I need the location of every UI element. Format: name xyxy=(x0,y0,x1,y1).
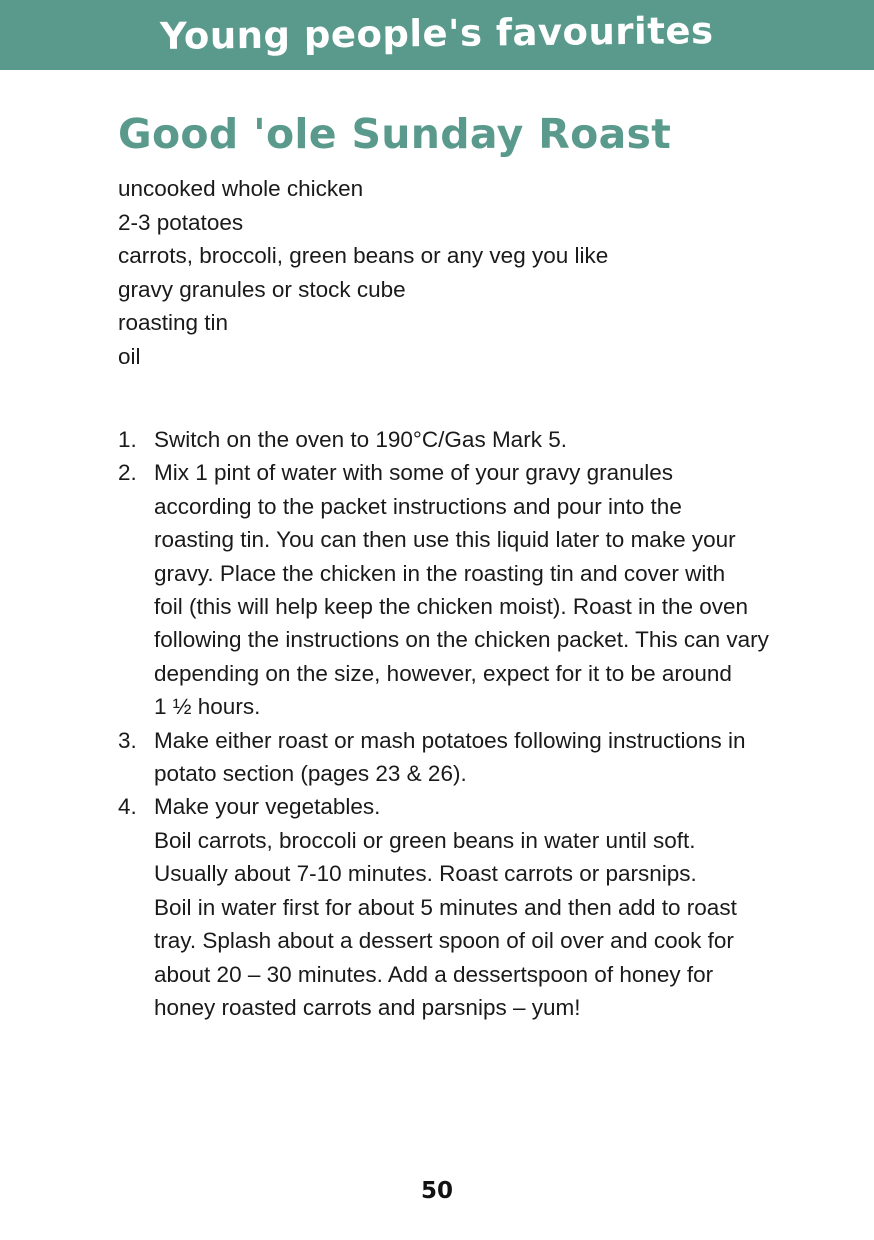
step-line: foil (this will help keep the chicken moist). Roast in the oven xyxy=(154,594,749,620)
ingredient-item: 2-3 potatoes xyxy=(118,209,244,235)
ingredient-item: roasting tin xyxy=(118,310,229,335)
ingredient-item: uncooked whole chicken xyxy=(118,176,364,201)
ingredient-item: oil xyxy=(118,343,141,369)
ingredient-list xyxy=(118,172,608,373)
step-line: tray. Splash about a dessert spoon of oil over and cook for xyxy=(154,928,734,954)
step-number: 4. xyxy=(118,794,137,820)
step-line: Usually about 7-10 minutes. Roast carrots or parsnips. xyxy=(154,861,697,887)
step-line: Mix 1 pint of water with some of your gravy granules xyxy=(154,460,673,486)
page-number: 50 xyxy=(420,1178,453,1204)
method-step-1 xyxy=(118,423,818,456)
step-line: Make your vegetables. xyxy=(154,794,381,820)
step-number: 1. xyxy=(118,427,137,452)
ingredient-item: carrots, broccoli, green beans or any veg you like xyxy=(118,243,609,268)
step-line: Boil carrots, broccoli or green beans in water until soft. xyxy=(154,827,696,853)
ingredient-item: gravy granules or stock cube xyxy=(118,276,406,302)
step-line: Boil in water first for about 5 minutes and then add to roast xyxy=(154,894,737,920)
banner-title: Young people's favourites xyxy=(160,8,714,58)
method-step-2 xyxy=(118,456,818,723)
step-text xyxy=(154,724,818,791)
step-text xyxy=(154,456,818,723)
recipe-title: Good 'ole Sunday Roast xyxy=(118,110,672,158)
step-line: Make either roast or mash potatoes following instructions in xyxy=(154,727,746,753)
step-number: 3. xyxy=(118,727,137,753)
step-line: Switch on the oven to 190°C/Gas Mark 5. xyxy=(154,427,567,452)
method-step-3 xyxy=(118,724,818,791)
step-line: depending on the size, however, expect for it to be around xyxy=(154,660,732,686)
step-line: roasting tin. You can then use this liquid later to make your xyxy=(154,527,736,553)
step-number: 2. xyxy=(118,460,137,486)
step-line: 1 ½ hours. xyxy=(154,694,261,720)
method-steps xyxy=(118,423,818,1024)
step-line: following the instructions on the chicken packet. This can vary xyxy=(154,627,769,653)
step-line: gravy. Place the chicken in the roasting tin and cover with xyxy=(154,560,726,586)
step-line: potato section (pages 23 & 26). xyxy=(154,761,467,787)
step-line: according to the packet instructions and pour into the xyxy=(154,493,682,519)
step-text xyxy=(154,790,818,1024)
step-text xyxy=(154,423,818,456)
step-line: about 20 – 30 minutes. Add a dessertspoon of honey for xyxy=(154,961,714,987)
header-banner xyxy=(0,0,874,70)
step-line: honey roasted carrots and parsnips – yum! xyxy=(154,994,581,1020)
method-step-4 xyxy=(118,790,818,1024)
